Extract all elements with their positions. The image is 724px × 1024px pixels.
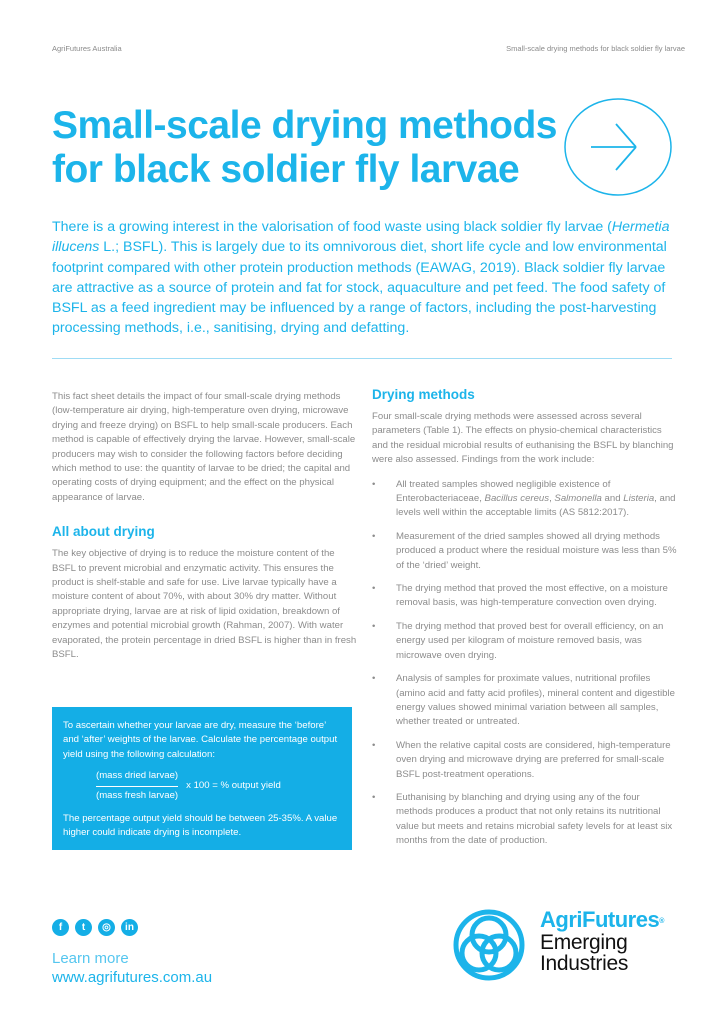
all-about-drying-heading: All about drying (52, 524, 155, 540)
overview-paragraph: This fact sheet details the impact of four small-scale drying methods (low-temperature air drying, high-temperature oven drying, microwave drying and freeze drying) on BSFL to help small-scale producers. Each method is capable of effectively drying the larvae. However, small-scale producers may wish to consider the following factors before deciding which method to use: the quantity of larvae to be dried; the capital and operating costs of drying equipment; and the effect on the physical appearance of larvae. (52, 391, 356, 503)
finding-text: , and levels well within the acceptable limits (AS 5812:2017). (396, 493, 676, 519)
intro-text-1: There is a growing interest in the valorisation of food waste using black soldier fly larvae ( (52, 219, 612, 235)
finding-item: • Measurement of the dried samples showed all drying methods produced a product where the residual moisture was less than 5% of the ‘dried’ weight. (372, 530, 677, 573)
logo-brand-name: AgriFutures (540, 907, 660, 932)
agrifutures-logo-text (540, 908, 664, 974)
learn-more-label: Learn more (52, 950, 129, 967)
logo-line-3: Industries (540, 952, 629, 975)
yield-calculation-callout (52, 707, 352, 850)
formula-denominator: (mass fresh larvae) (96, 789, 179, 801)
page-title (52, 104, 557, 192)
logo-brand (540, 908, 664, 932)
running-header-right: Small-scale drying methods for black soldier fly larvae (506, 44, 685, 53)
callout-intro: To ascertain whether your larvae are dry, measure the ‘before’ and ‘after’ weights of the larvae. Calculate the percentage output yield using the following calculation: (63, 720, 338, 760)
finding-text: and (601, 493, 624, 505)
instagram-icon[interactable]: ◎ (98, 919, 115, 936)
registered-mark: ® (659, 918, 664, 925)
organism-name: Bacillus cereus (484, 493, 550, 505)
title-line-2: for black soldier fly larvae (52, 148, 520, 191)
finding-item: • When the relative capital costs are considered, high-temperature oven drying and microwave drying are preferred for small-scale BSFL post-treatment operations. (372, 739, 677, 782)
social-links (52, 919, 138, 936)
formula-fraction (96, 769, 178, 803)
finding-item: • The drying method that proved best for overall efficiency, on an energy used per kilogram of moisture removed basis, was microwave oven drying. (372, 620, 677, 663)
finding-item: • The drying method that proved the most effective, on a moisture removal basis, was high-temperature convection oven drying. (372, 582, 677, 611)
formula-result: x 100 = % output yield (186, 779, 281, 791)
logo-line-2: Emerging (540, 931, 628, 954)
finding-item: • Euthanising by blanching and drying using any of the four methods produces a product that not only retains its nutritional value but meets and retains microbial safety levels for at least six months from the date of production. (372, 791, 677, 849)
findings-list (372, 478, 677, 849)
website-link[interactable]: www.agrifutures.com.au (52, 969, 213, 986)
drying-methods-intro: Four small-scale drying methods were assessed across several parameters (Table 1). The effects on physio-chemical characteristics and the residual microbial results of euthanising the BSFL by blanching were also assessed. Findings from the work include: (372, 411, 674, 466)
section-divider (52, 358, 672, 359)
left-column (52, 390, 357, 663)
arrow-right-circle-icon[interactable] (563, 97, 673, 197)
intro-species-name: Hermetia illucens (52, 219, 670, 256)
organism-name: Listeria (623, 493, 655, 505)
twitter-icon[interactable]: t (75, 919, 92, 936)
running-header-left: AgriFutures Australia (52, 44, 122, 53)
finding-text: All treated samples showed negligible existence of Enterobacteriaceae, (396, 478, 611, 505)
title-line-1: Small-scale drying methods (52, 104, 557, 147)
yield-formula (96, 769, 344, 803)
organism-name: Salmonella (554, 493, 602, 505)
all-about-drying-paragraph: The key objective of drying is to reduce the moisture content of the BSFL to prevent microbial and enzymatic activity. This ensures the product is shelf-stable and safe for use. Live larvae typically have a moisture content of about 70%, with about 30% dry matter. Without appropriate drying, larvae are at risk of lipid oxidation, breakdown of enzymes and potential microbial growth (Rahman, 2007). With water evaporated, the protein percentage in dried BSFL is higher than in fresh BSFL. (52, 548, 357, 661)
formula-numerator: (mass dried larvae) (96, 769, 178, 786)
facebook-icon[interactable]: f (52, 919, 69, 936)
drying-methods-heading: Drying methods (372, 387, 475, 402)
finding-text: , (549, 493, 555, 505)
right-column (372, 386, 677, 858)
linkedin-icon[interactable]: in (121, 919, 138, 936)
agrifutures-logo-icon (452, 908, 526, 982)
intro-text-2: L.; BSFL). This is largely due to its omnivorous diet, short life cycle and low environmental footprint compared with other protein production methods (EAWAG, 2019). Black soldier fly larvae are attractive as a source of protein and fat for stock, aquaculture and pet feed. The food safety of BSFL as a feed ingredient may be influenced by a range of factors, including the post-harvesting processing methods, i.e., sanitising, drying and defatting. (52, 239, 667, 337)
finding-item: • Analysis of samples for proximate values, nutritional profiles (amino acid and fatty acid profiles), mineral content and digestible energy values showed minimal variation between all samples, whether treated or untreated. (372, 672, 677, 730)
callout-conclusion: The percentage output yield should be between 25-35%. A value higher could indicate drying is incomplete. (63, 813, 338, 839)
intro-paragraph (52, 217, 682, 339)
finding-item (372, 478, 677, 521)
